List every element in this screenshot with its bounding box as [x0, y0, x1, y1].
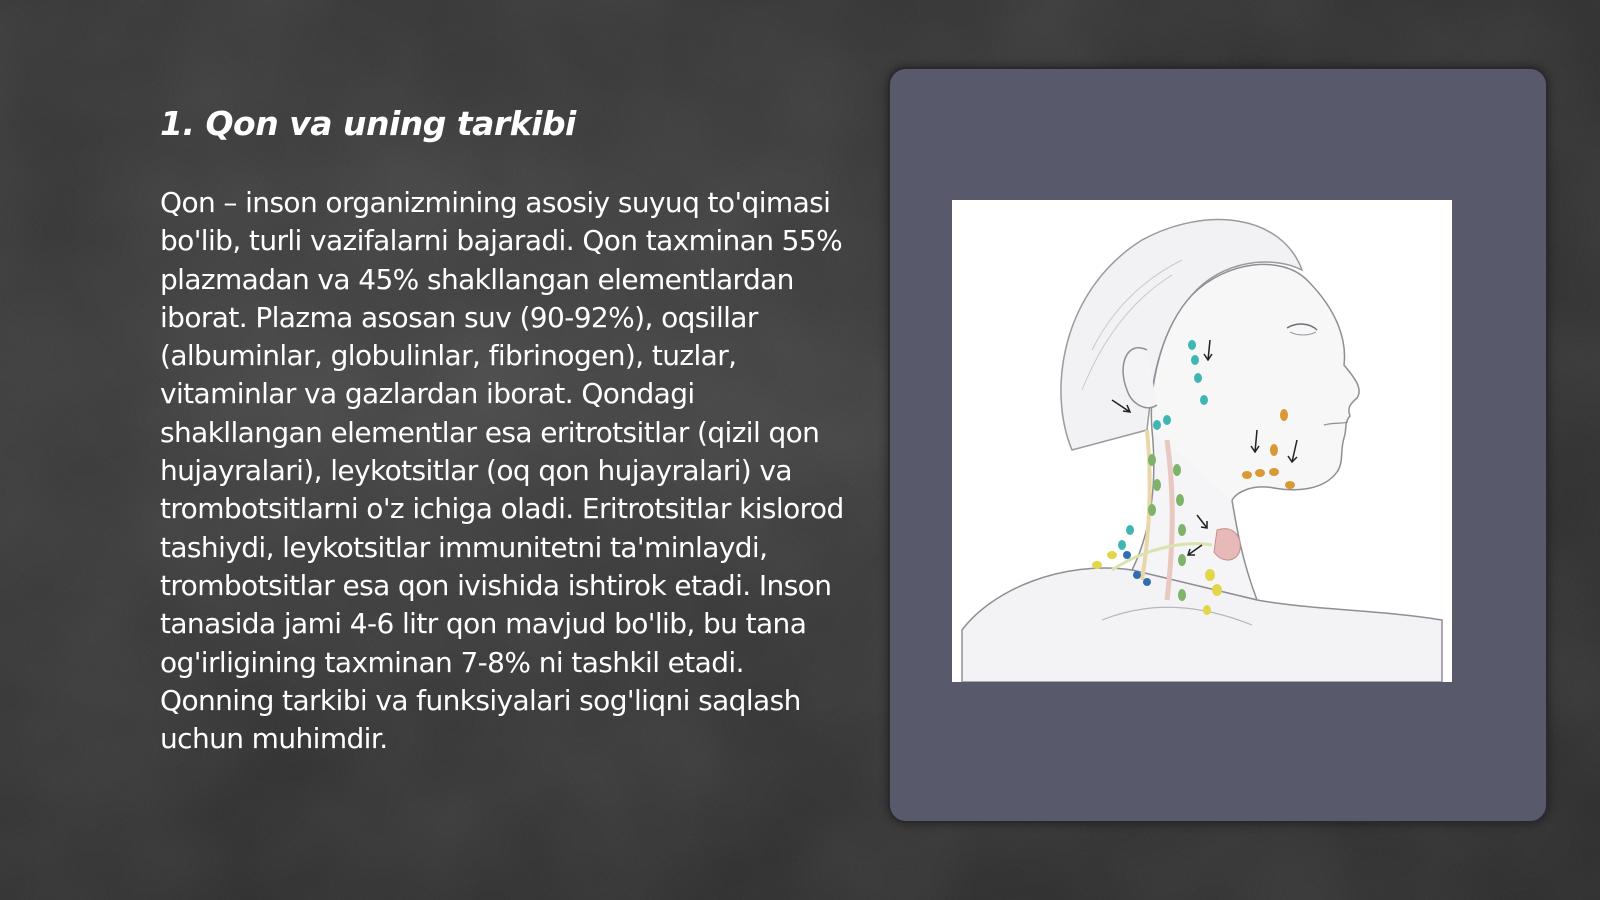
neck-lymph-nodes-illustration	[952, 200, 1452, 682]
slide-title: 1. Qon va uning tarkibi	[160, 104, 576, 143]
slide-body-text: Qon – inson organizmining asosiy suyuq to'qimasi bo'lib, turli vazifalarni bajaradi. Qon taxminan 55% plazmadan va 45% shakllangan elementlardan iborat. Plazma asosan suv (90-92%), oqsillar (albuminlar, globulinlar, fibrinogen), tuzlar, vitaminlar va gazlardan iborat. Qondagi shakllangan elementlar esa eritrotsitlar (qizil qon hujayralari), leykotsitlar (oq qon hujayralari) va trombotsitlarni o'z ichiga oladi. Eritrotsitlar kislorod tashiydi, leykotsitlar immunitetni ta'minlaydi, trombotsitlar esa qon ivishida ishtirok etadi. Inson tanasida jami 4-6 litr qon mavjud bo'lib, bu tana og'irligining taxminan 7-8% ni tashkil etadi. Qonning tarkibi va funksiyalari sog'liqni saqlash uchun muhimdir.	[160, 186, 844, 756]
image-frame	[888, 67, 1548, 823]
